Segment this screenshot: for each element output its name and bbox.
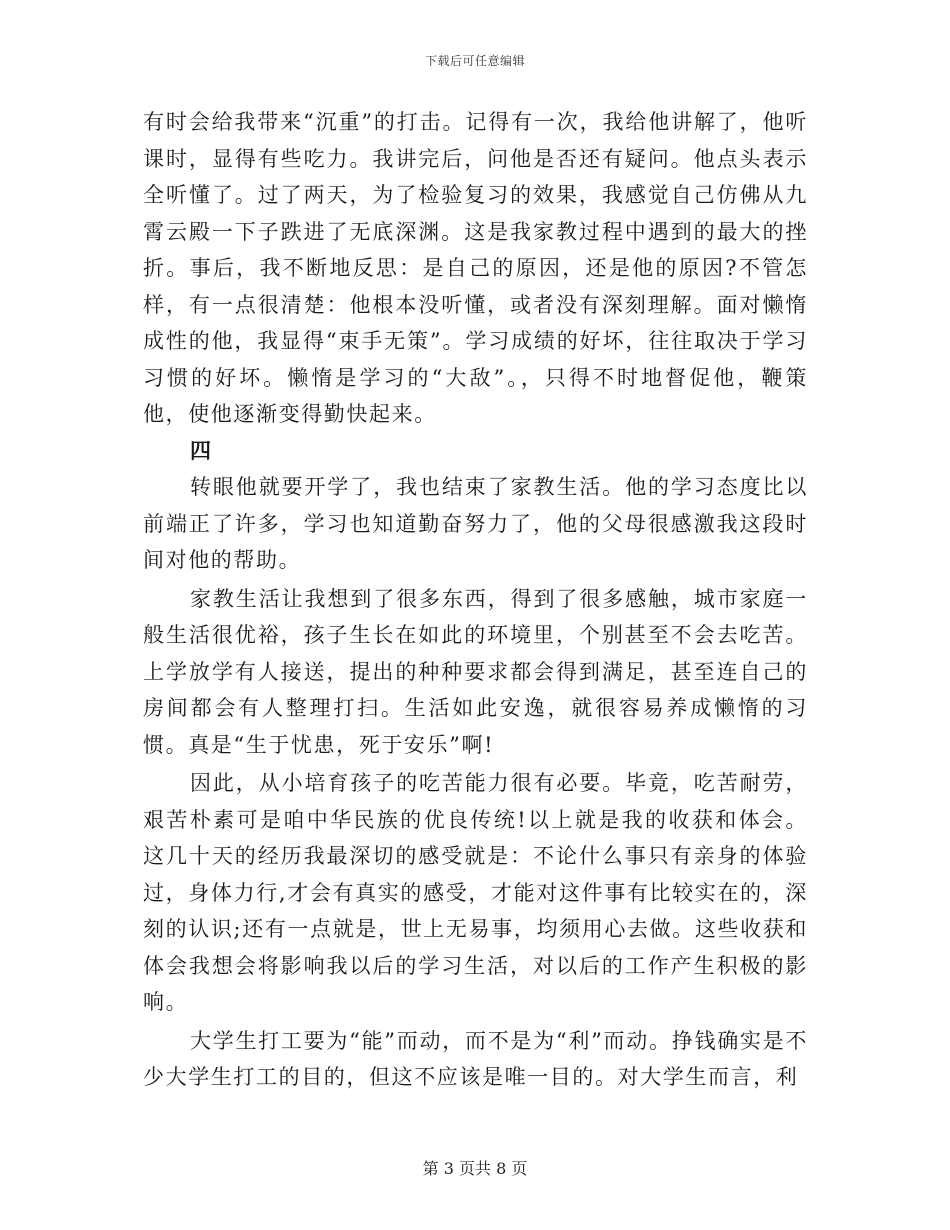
- page-header: 下载后可任意编辑: [424, 54, 525, 68]
- page-number: 第 3 页共 8 页: [422, 1159, 528, 1178]
- paragraph-4: 因此，从小培育孩子的吃苦能力很有必要。毕竟，吃苦耐劳，艰苦朴素可是咱中华民族的优良传统!以上就是我的收获和体会。这几十天的经历我最深切的感受就是：不论什么事只有亲身的体验过，身体力行,才会有真实的感受，才能对这件事有比较实在的，深刻的认识;还有一点就是，世上无易事，均须用心去做。这些收获和体会我想会将影响我以后的学习生活，对以后的工作产生积极的影响。: [143, 771, 808, 1014]
- section-heading: 四: [190, 438, 213, 463]
- paragraph-5: 大学生打工要为“能”而动，而不是为“利”而动。挣钱确实是不少大学生打工的目的，但这不应该是唯一目的。对大学生而言，利: [143, 1028, 808, 1089]
- paragraph-1: 有时会给我带来“沉重”的打击。记得有一次，我给他讲解了，他听课时，显得有些吃力。我讲完后，问他是否还有疑问。他点头表示全听懂了。过了两天，为了检验复习的效果，我感觉自己仿佛从九霄云殿一下子跌进了无底深渊。这是我家教过程中遇到的最大的挫折。事后，我不断地反思：是自己的原因，还是他的原因?不管怎样，有一点很清楚：他根本没听懂，或者没有深刻理解。面对懒惰成性的他，我显得“束手无策”。学习成绩的好坏，往往取决于学习习惯的好坏。懒惰是学习的“大敌”。，只得不时地督促他，鞭策他，使他逐渐变得勤快起来。: [143, 110, 808, 426]
- document-body: [143, 104, 808, 1096]
- paragraph-3: 家教生活让我想到了很多东西，得到了很多感触，城市家庭一般生活很优裕，孩子生长在如此的环境里，个别甚至不会去吃苦。上学放学有人接送，提出的种种要求都会得到满足，甚至连自己的房间都会有人整理打扫。生活如此安逸，就很容易养成懒惰的习惯。真是“生于忧患，死于安乐”啊!: [143, 586, 808, 757]
- paragraph-2: 转眼他就要开学了，我也结束了家教生活。他的学习态度比以前端正了许多，学习也知道勤奋努力了，他的父母很感激我这段时间对他的帮助。: [143, 475, 808, 572]
